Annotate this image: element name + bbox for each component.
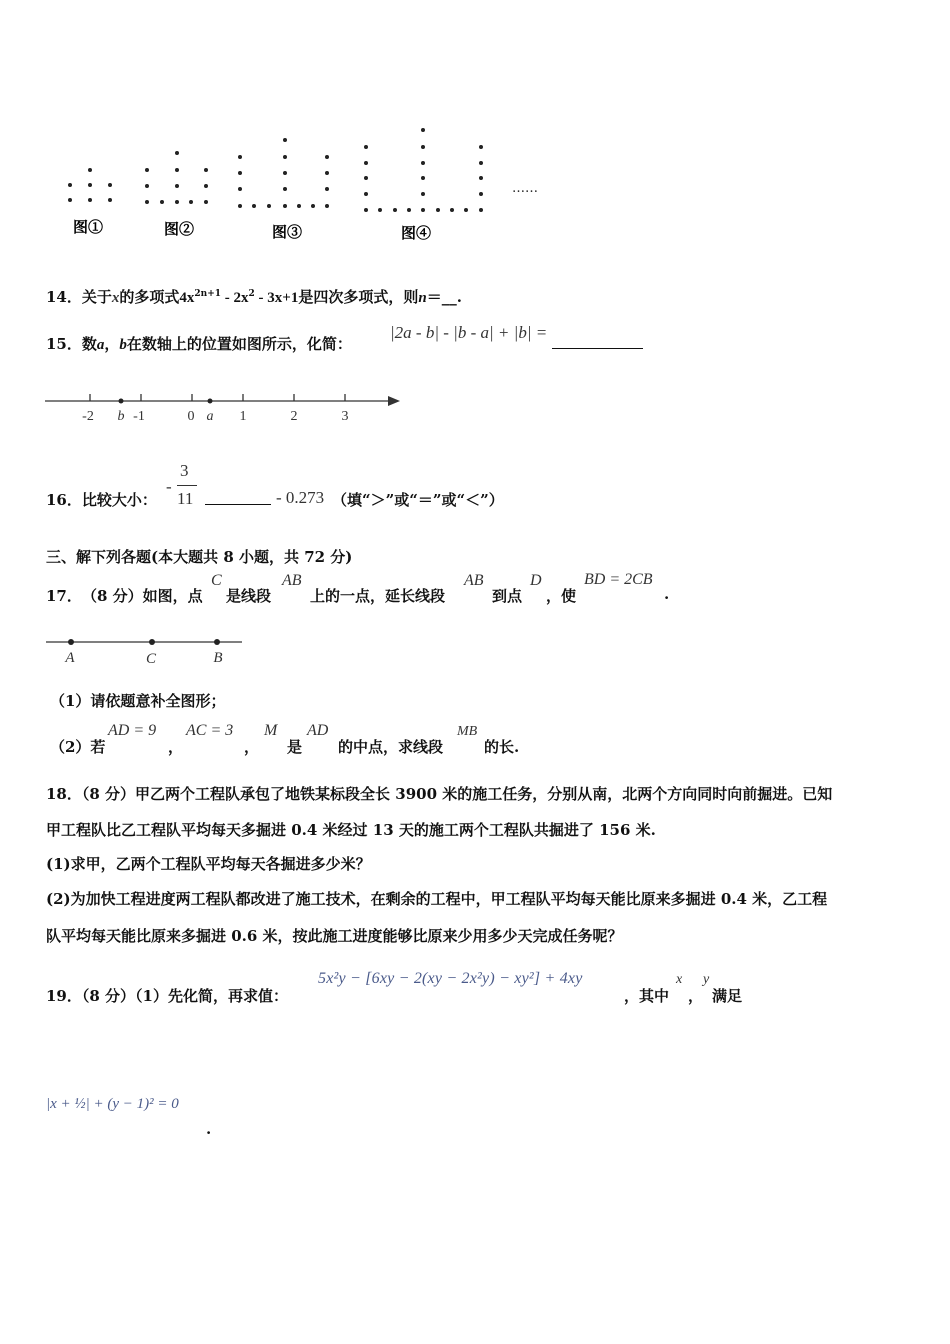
number-line [40,388,410,428]
tick-label-3: 3 [341,409,349,424]
q17-segment-ab-2: AB [464,572,484,589]
q16-text: 比较大小： [81,491,157,509]
q17-is: 是 [287,738,303,756]
q15-a: a [96,337,105,353]
q14-mid: 的多项式 [119,288,180,306]
q17-segment-mb: MB [457,724,478,739]
q16-denominator: 11 [177,489,194,508]
q16-rhs: - 0.273 [276,488,325,507]
segment-label-a: A [65,650,75,666]
segment-figure [42,630,252,670]
q17-period: . [664,585,670,603]
q17-point-m: M [264,722,278,739]
q17-number: 17． [46,587,82,605]
q19-x: x [676,972,683,987]
pattern-4-dots [364,128,483,212]
segment-label-c: C [145,651,157,667]
q17-comma-1: ， [168,738,184,756]
q18-line-2: 甲工程队比乙工程队平均每天多掘进 0.4 米经过 13 天的施工两个工程队共掘进了 156 米. [46,821,656,839]
tick-label-1: 1 [239,409,247,424]
tick-label-neg1: -1 [133,409,145,424]
q17-score-text: （8 分）如图，点 [82,587,203,605]
q17-part-1: （1）请依题意补全图形； [50,692,226,710]
pattern-1-dots [68,168,112,202]
q17-segment-ab: AB [282,572,302,589]
q19-mid: ，其中 [624,987,670,1005]
q17-text-3: 到点 [492,587,523,605]
question-15 [46,333,352,354]
q17-text-1: 是线段 [226,587,272,605]
point-b [119,399,124,404]
tick-label-neg2: -2 [82,409,94,424]
figure-label-3: 图③ [272,223,303,241]
q14-poly-a: 4x [179,290,195,306]
figure-label-4: 图④ [401,224,432,242]
point-c-dot [149,639,155,645]
q19-period: . [206,1120,212,1138]
q14-post: 是四次多项式，则 [298,288,419,306]
q17-point-d: D [530,572,542,589]
q17-ad-value: AD = 9 [108,722,157,739]
q17-text-4: ，使 [546,587,577,605]
q16-hint: （填“＞”或“＝”或“＜”） [332,491,504,509]
q16-minus: - [166,477,172,496]
q14-n: n [418,290,427,306]
q15-comma: ， [104,335,120,353]
q15-number: 15． [46,335,82,353]
q19-y: y [703,972,710,987]
q17-midpoint-text: 的中点，求线段 [338,738,444,756]
point-b-dot [214,639,220,645]
question-14 [46,286,462,307]
q14-tail: ＝__. [426,288,462,306]
label-b: b [117,409,125,424]
tick-label-0: 0 [187,409,195,424]
pattern-2-dots [145,151,208,204]
q14-exp1: 2n+1 [194,289,222,299]
segment-label-b: B [213,650,223,666]
q15-expression: |2a - b| - |b - a| + |b| = [390,323,548,342]
q14-x: x [111,290,120,306]
q19-pre: 19．（8 分）（1）先化简，再求值： [46,987,288,1005]
q17-comma-2: ， [244,738,260,756]
q17-segment-ad: AD [307,722,329,739]
q15-b: b [119,337,127,353]
q15-text: 数 [81,335,97,353]
q14-exp2: 2 [248,289,255,299]
q17-ac-value: AC = 3 [186,722,234,739]
point-a-dot [68,639,74,645]
tick-label-2: 2 [290,409,298,424]
figure-ellipsis: …… [512,181,538,196]
q17-length-text: 的长. [484,738,520,756]
q14-poly-b: - 2x [221,290,249,306]
q14-number: 14． [46,288,82,306]
q18-line-3: (1)求甲，乙两个工程队平均每天各掘进多少米？ [46,855,371,873]
q19-expression: 5x²y − [6xy − 2(xy − 2x²y) − xy²] + 4xy [318,970,583,987]
q16-answer-blank [205,504,271,505]
figure-label-2: 图② [164,220,195,238]
q14-poly-c: - 3x+1 [254,290,299,306]
pattern-3-dots [238,138,329,208]
q16-number: 16． [46,491,82,509]
q16-fraction-bar [177,485,197,486]
q14-pre: 关于 [81,288,112,306]
q18-line-5: 队平均每天能比原来多掘进 0.6 米，按此施工进度能够比原来少用多少天完成任务呢？ [46,927,623,945]
q15-text2: 在数轴上的位置如图所示，化简： [126,335,352,353]
section-3-title: 三、解下列各题(本大题共 8 小题，共 72 分) [46,548,353,566]
q18-line-4: (2)为加快工程进度两工程队都改进了施工技术，在剩余的工程中，甲工程队平均每天能比原来多掘进 0.4 米，乙工程 [46,890,828,908]
point-a [208,399,213,404]
q17-text-2: 上的一点，延长线段 [310,587,446,605]
figure-label-1: 图① [73,218,104,236]
q19-condition: |x + ½| + (y − 1)² = 0 [46,1096,179,1112]
q17-point-c: C [211,572,222,589]
q17-part-2-pre: （2）若 [50,738,106,756]
q18-line-1: 18．（8 分）甲乙两个工程队承包了地铁某标段全长 3900 米的施工任务，分别从南，北两个方向同时向前掘进。已知 [46,785,833,803]
q19-post: 满足 [712,987,743,1005]
q16-numerator: 3 [180,461,189,480]
q19-comma: ， [688,987,704,1005]
question-16 [46,489,157,510]
dot-pattern-figure [40,120,580,250]
q15-answer-blank [552,348,643,349]
q17-equation: BD = 2CB [584,571,653,588]
label-a: a [206,409,214,424]
